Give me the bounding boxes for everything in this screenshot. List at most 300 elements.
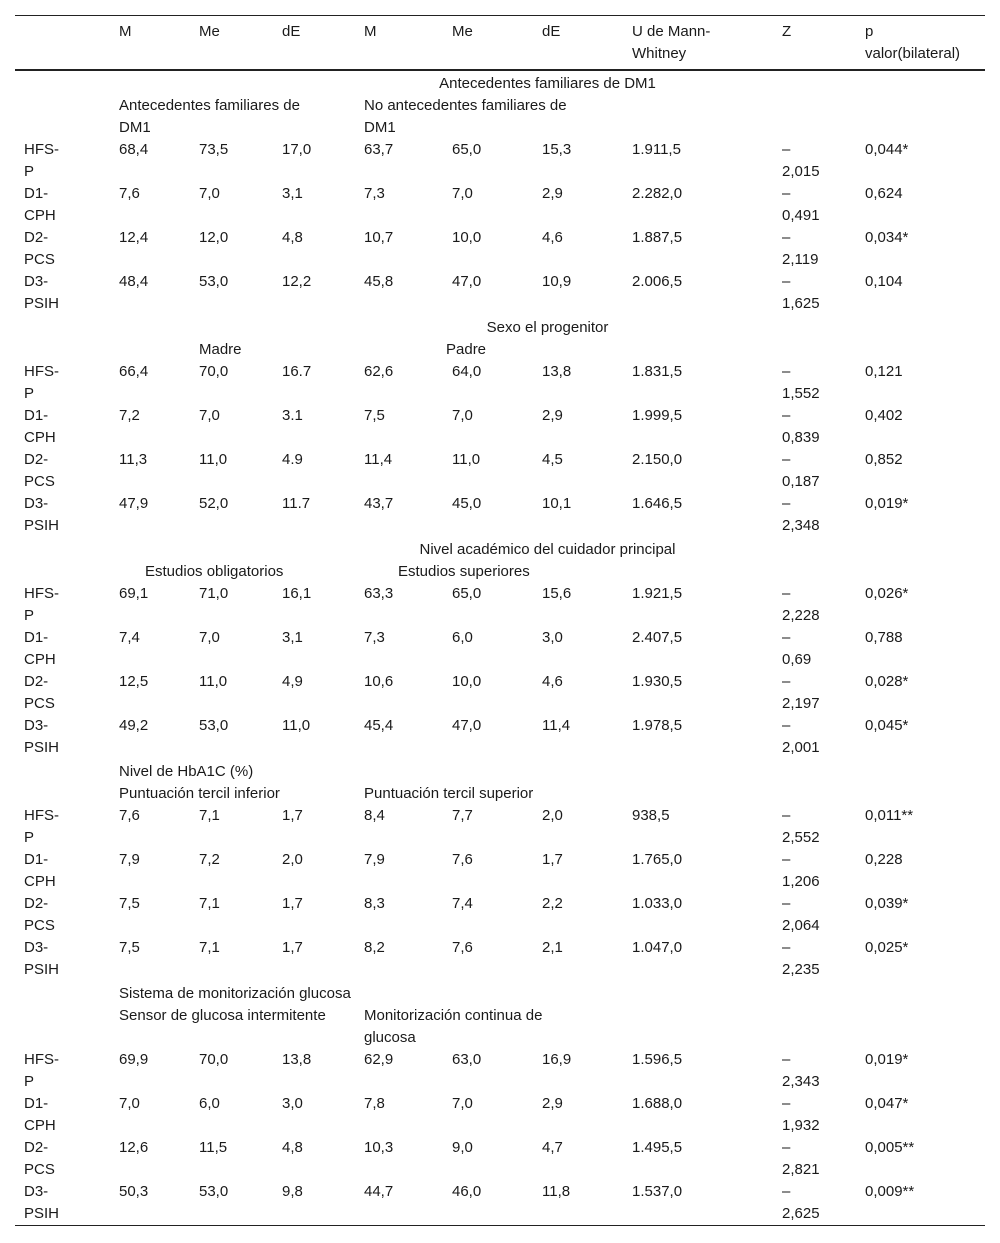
table-cell: 45,4 bbox=[364, 717, 394, 734]
table-cell: 2,0 bbox=[542, 807, 563, 824]
table-cell: 47,0 bbox=[452, 273, 482, 290]
header-z: Z bbox=[773, 16, 856, 71]
header-m-b: M bbox=[355, 16, 443, 71]
row-label bbox=[15, 1049, 110, 1093]
group-label-row bbox=[15, 339, 985, 361]
group-label-spacer bbox=[15, 1005, 110, 1049]
group-b-label: Estudios superiores bbox=[398, 563, 530, 580]
table-cell: 2.282,0 bbox=[632, 185, 683, 202]
table-cell: 69,9 bbox=[119, 1051, 149, 1068]
table-cell: 0,026* bbox=[865, 585, 909, 602]
table-cell: 1.999,5 bbox=[632, 407, 683, 424]
table-cell bbox=[773, 1049, 856, 1093]
row-label bbox=[15, 1181, 110, 1226]
table-cell: 3,1 bbox=[282, 185, 303, 202]
row-label-part: D2- bbox=[24, 451, 49, 468]
table-cell: 47,9 bbox=[119, 495, 149, 512]
table-cell: 0,045* bbox=[865, 717, 909, 734]
z-value: 1,206 bbox=[782, 873, 820, 890]
table-cell: 2.150,0 bbox=[632, 451, 683, 468]
table-cell: 1.688,0 bbox=[632, 1095, 683, 1112]
table-cell: 0,104 bbox=[865, 273, 903, 290]
row-label bbox=[15, 805, 110, 849]
table-cell bbox=[773, 183, 856, 227]
table-cell: 4,5 bbox=[542, 451, 563, 468]
table-cell: 0,402 bbox=[865, 407, 903, 424]
table-row bbox=[15, 937, 985, 981]
table-cell: 49,2 bbox=[119, 717, 149, 734]
z-sign: – bbox=[782, 939, 791, 956]
table-cell: 44,7 bbox=[355, 1181, 443, 1226]
table-cell bbox=[773, 361, 856, 405]
header-de-b: dE bbox=[533, 16, 623, 71]
z-value: 2,235 bbox=[782, 961, 820, 978]
table-cell: 45,8 bbox=[364, 273, 394, 290]
row-label-part: HFS- bbox=[24, 1051, 59, 1068]
row-label-part: D1- bbox=[24, 629, 49, 646]
table-cell: 0,034* bbox=[865, 229, 909, 246]
table-cell: 0,047* bbox=[865, 1095, 909, 1112]
group-label-row bbox=[15, 1005, 985, 1049]
table-cell: 1.911,5 bbox=[632, 141, 681, 158]
table-row bbox=[15, 271, 985, 315]
table-cell: 48,4 bbox=[119, 273, 149, 290]
table-cell: 16,9 bbox=[542, 1051, 572, 1068]
table-cell: 12,6 bbox=[119, 1139, 149, 1156]
header-corner bbox=[15, 16, 110, 71]
table-cell: 43,7 bbox=[364, 495, 394, 512]
table-cell bbox=[773, 493, 856, 537]
table-cell: 50,3 bbox=[110, 1181, 190, 1226]
z-value: 1,625 bbox=[782, 295, 820, 312]
z-sign: – bbox=[782, 1051, 791, 1068]
table-cell: 46,0 bbox=[443, 1181, 533, 1226]
table-cell bbox=[773, 1181, 856, 1226]
group-a-label: Antecedentes familiares de DM1 bbox=[119, 97, 300, 136]
row-label-part: PSIH bbox=[24, 961, 60, 978]
table-row bbox=[15, 1049, 985, 1093]
table-cell: 7,3 bbox=[364, 185, 385, 202]
table-cell: 1.887,5 bbox=[632, 229, 683, 246]
row-label bbox=[15, 893, 110, 937]
z-value: 2,001 bbox=[782, 739, 820, 756]
table-cell: 0,005** bbox=[865, 1139, 915, 1156]
table-cell: 7,1 bbox=[199, 807, 220, 824]
table-cell bbox=[773, 671, 856, 715]
header-m-a: M bbox=[110, 16, 190, 71]
table-cell: 11,3 bbox=[119, 451, 148, 468]
z-value: 2,343 bbox=[782, 1073, 820, 1090]
table-cell: 7,0 bbox=[119, 1095, 140, 1112]
table-cell: 64,0 bbox=[452, 363, 482, 380]
z-value: 2,015 bbox=[782, 163, 820, 180]
table-cell: 8,2 bbox=[364, 939, 385, 956]
z-sign: – bbox=[782, 451, 791, 468]
table-cell: 8,4 bbox=[364, 807, 385, 824]
table-cell bbox=[773, 449, 856, 493]
z-sign: – bbox=[782, 895, 791, 912]
table-cell: 1.831,5 bbox=[632, 363, 683, 380]
table-cell: 11,0 bbox=[199, 673, 228, 690]
row-label-part: PSIH bbox=[24, 295, 60, 312]
table-cell: 11,0 bbox=[452, 451, 481, 468]
table-cell: 1.921,5 bbox=[632, 585, 683, 602]
header-part: p bbox=[865, 23, 874, 40]
z-sign: – bbox=[782, 851, 791, 868]
row-label-part: D1- bbox=[24, 1095, 49, 1112]
z-sign: – bbox=[782, 407, 791, 424]
header-me-a: Me bbox=[190, 16, 273, 71]
table-cell: 2,0 bbox=[282, 851, 303, 868]
row-label-part: PSIH bbox=[24, 739, 60, 756]
row-label-part: PCS bbox=[24, 695, 55, 712]
table-cell bbox=[773, 893, 856, 937]
table-cell: 7,0 bbox=[199, 407, 220, 424]
table-cell: 9,0 bbox=[452, 1139, 473, 1156]
header-me-b: Me bbox=[443, 16, 533, 71]
z-sign: – bbox=[782, 363, 791, 380]
row-label-part: D1- bbox=[24, 851, 49, 868]
z-sign: – bbox=[782, 141, 791, 158]
table-cell: 2,9 bbox=[542, 1095, 563, 1112]
row-label-part: D2- bbox=[24, 673, 49, 690]
table-cell: 7,2 bbox=[199, 851, 220, 868]
table-cell bbox=[773, 1093, 856, 1137]
table-cell bbox=[773, 1137, 856, 1181]
z-sign: – bbox=[782, 229, 791, 246]
table-cell: 16,1 bbox=[282, 585, 312, 602]
table-cell: 7,0 bbox=[199, 185, 220, 202]
row-label bbox=[15, 361, 110, 405]
table-cell: 68,4 bbox=[119, 141, 149, 158]
table-cell: 2.006,5 bbox=[632, 273, 683, 290]
table-cell: 8,3 bbox=[364, 895, 385, 912]
table-cell: 0,019* bbox=[865, 495, 909, 512]
table-cell: 7,5 bbox=[119, 939, 140, 956]
row-label-part: D2- bbox=[24, 229, 49, 246]
table-cell: 4,7 bbox=[542, 1139, 563, 1156]
table-cell: 6,0 bbox=[452, 629, 473, 646]
section-title-row bbox=[15, 315, 985, 339]
row-label bbox=[15, 1093, 110, 1137]
table-cell: 9,8 bbox=[273, 1181, 355, 1226]
table-cell: 10,9 bbox=[542, 273, 572, 290]
table-cell: 0,028* bbox=[865, 673, 909, 690]
section-title: Antecedentes familiares de DM1 bbox=[439, 75, 656, 92]
table-cell: 0,011** bbox=[865, 807, 914, 824]
table-row bbox=[15, 493, 985, 537]
row-label-part: PSIH bbox=[24, 517, 60, 534]
table-cell: 7,4 bbox=[452, 895, 473, 912]
row-label-part: D3- bbox=[24, 717, 49, 734]
z-value: 2,348 bbox=[782, 517, 820, 534]
z-value: 2,552 bbox=[782, 829, 820, 846]
table-cell: 65,0 bbox=[452, 585, 482, 602]
table-cell bbox=[773, 227, 856, 271]
table-cell: 7,6 bbox=[119, 185, 140, 202]
table-cell: 3,0 bbox=[542, 629, 563, 646]
table-cell bbox=[773, 583, 856, 627]
table-cell: 65,0 bbox=[452, 141, 482, 158]
results-table bbox=[15, 15, 985, 1226]
table-cell: 11,0 bbox=[199, 451, 228, 468]
table-cell: 1.765,0 bbox=[632, 851, 683, 868]
table-row bbox=[15, 849, 985, 893]
table-cell: 0,039* bbox=[865, 895, 909, 912]
header-part: Whitney bbox=[632, 45, 687, 62]
row-label-part: D1- bbox=[24, 185, 49, 202]
row-label-part: P bbox=[24, 829, 35, 846]
group-a-label: Puntuación tercil inferior bbox=[119, 785, 280, 802]
group-label-rest bbox=[623, 783, 985, 805]
row-label bbox=[15, 1137, 110, 1181]
group-b-label: No antecedentes familiares de DM1 bbox=[364, 97, 567, 136]
row-label-part: CPH bbox=[24, 873, 56, 890]
table-cell: 45,0 bbox=[452, 495, 482, 512]
row-label-part: D3- bbox=[24, 939, 49, 956]
table-row bbox=[15, 671, 985, 715]
row-label-part: PCS bbox=[24, 917, 55, 934]
table-cell: 12,0 bbox=[199, 229, 229, 246]
table-cell: 1,7 bbox=[282, 939, 303, 956]
group-label-spacer bbox=[15, 783, 110, 805]
table-cell: 10,0 bbox=[452, 673, 482, 690]
table-cell: 71,0 bbox=[199, 585, 229, 602]
table-cell: 7,6 bbox=[119, 807, 140, 824]
table-cell: 0,009** bbox=[856, 1181, 985, 1226]
row-label-part: PSIH bbox=[24, 1205, 60, 1222]
table-cell: 1.047,0 bbox=[632, 939, 683, 956]
table-cell: 4,8 bbox=[282, 229, 303, 246]
section-title: Sistema de monitorización glucosa bbox=[119, 985, 351, 1002]
row-label-part: D3- bbox=[24, 1183, 49, 1200]
table-cell: 73,5 bbox=[199, 141, 229, 158]
table-row bbox=[15, 715, 985, 759]
table-cell: 70,0 bbox=[199, 1051, 229, 1068]
table-cell: 7,0 bbox=[452, 185, 473, 202]
table-cell: 2,2 bbox=[542, 895, 563, 912]
table-cell: 12,4 bbox=[119, 229, 149, 246]
table-cell: 1,7 bbox=[542, 851, 563, 868]
section-title-spacer bbox=[15, 759, 110, 783]
table-row bbox=[15, 583, 985, 627]
table-cell: 0,624 bbox=[865, 185, 903, 202]
table-cell: 7,2 bbox=[119, 407, 140, 424]
table-row bbox=[15, 893, 985, 937]
table-cell: 7,0 bbox=[452, 407, 473, 424]
row-label-part: D3- bbox=[24, 273, 49, 290]
table-cell bbox=[773, 937, 856, 981]
table-cell: 11,0 bbox=[282, 717, 311, 734]
group-label-rest bbox=[623, 339, 985, 361]
group-b-label: Puntuación tercil superior bbox=[364, 785, 534, 802]
table-cell: 1.596,5 bbox=[632, 1051, 683, 1068]
table-cell: 70,0 bbox=[199, 363, 229, 380]
row-label bbox=[15, 405, 110, 449]
table-cell: 4.9 bbox=[282, 451, 303, 468]
section-title: Nivel académico del cuidador principal bbox=[419, 541, 676, 558]
table-row bbox=[15, 227, 985, 271]
table-cell: 0,019* bbox=[865, 1051, 909, 1068]
row-label-part: HFS- bbox=[24, 363, 59, 380]
row-label-part: HFS- bbox=[24, 585, 59, 602]
row-label bbox=[15, 937, 110, 981]
table-cell: 4,8 bbox=[282, 1139, 303, 1156]
row-label-part: D1- bbox=[24, 407, 49, 424]
table-cell: 7,6 bbox=[452, 939, 473, 956]
group-label-row bbox=[15, 561, 985, 583]
table-cell bbox=[773, 715, 856, 759]
row-label bbox=[15, 139, 110, 183]
z-value: 2,228 bbox=[782, 607, 820, 624]
row-label bbox=[15, 271, 110, 315]
table-cell: 16.7 bbox=[282, 363, 312, 380]
row-label bbox=[15, 583, 110, 627]
table-cell: 2,9 bbox=[542, 185, 563, 202]
table-cell: 7,9 bbox=[119, 851, 140, 868]
section-title-row bbox=[15, 70, 985, 95]
table-cell bbox=[773, 849, 856, 893]
row-label-part: P bbox=[24, 163, 35, 180]
table-cell bbox=[773, 805, 856, 849]
table-cell: 10,3 bbox=[364, 1139, 394, 1156]
table-cell: 10,6 bbox=[364, 673, 394, 690]
section-title: Nivel de HbA1C (%) bbox=[119, 763, 254, 780]
table-cell: 13,8 bbox=[542, 363, 572, 380]
table-cell: 12,5 bbox=[119, 673, 149, 690]
table-cell bbox=[773, 271, 856, 315]
table-cell: 15,6 bbox=[542, 585, 572, 602]
table-cell: 3,1 bbox=[282, 629, 303, 646]
row-label-part: PCS bbox=[24, 473, 55, 490]
table-cell bbox=[773, 405, 856, 449]
row-label-part: PCS bbox=[24, 1161, 55, 1178]
table-cell: 1.537,0 bbox=[623, 1181, 773, 1226]
table-cell: 2,1 bbox=[542, 939, 563, 956]
section-title-row bbox=[15, 981, 985, 1005]
group-a-label: Sensor de glucosa intermitente bbox=[119, 1007, 326, 1024]
header-u-mann-whitney bbox=[623, 16, 773, 71]
table-cell: 2,9 bbox=[542, 407, 563, 424]
header-part: valor(bilateral) bbox=[865, 45, 961, 62]
table-cell: 0,788 bbox=[865, 629, 903, 646]
z-sign: – bbox=[782, 1139, 791, 1156]
row-label-part: CPH bbox=[24, 1117, 56, 1134]
row-label bbox=[15, 449, 110, 493]
table-cell: 7,1 bbox=[199, 895, 220, 912]
z-sign: – bbox=[782, 495, 791, 512]
row-label-part: CPH bbox=[24, 651, 56, 668]
header-part: U de Mann- bbox=[632, 23, 711, 40]
table-cell: 10,1 bbox=[542, 495, 572, 512]
table-cell: 62,6 bbox=[364, 363, 394, 380]
table-cell: 52,0 bbox=[199, 495, 229, 512]
group-label-rest bbox=[623, 561, 985, 583]
row-label bbox=[15, 671, 110, 715]
section-title: Sexo el progenitor bbox=[486, 319, 609, 336]
table-cell: 1.646,5 bbox=[632, 495, 683, 512]
table-cell: 53,0 bbox=[199, 717, 229, 734]
table-cell: 4,6 bbox=[542, 229, 563, 246]
table-cell: 63,7 bbox=[364, 141, 394, 158]
group-b-label: Padre bbox=[446, 341, 487, 358]
table-cell: 1.495,5 bbox=[632, 1139, 683, 1156]
table-cell: 7,9 bbox=[364, 851, 385, 868]
table-cell: 11,4 bbox=[364, 451, 393, 468]
table-cell: 63,3 bbox=[364, 585, 394, 602]
group-a-label: Madre bbox=[199, 341, 242, 358]
table-cell: 2.407,5 bbox=[632, 629, 683, 646]
z-value: 2,821 bbox=[782, 1161, 820, 1178]
section-title-row bbox=[15, 537, 985, 561]
z-sign: – bbox=[782, 273, 791, 290]
table-cell: 7,6 bbox=[452, 851, 473, 868]
z-value: 0,491 bbox=[782, 207, 820, 224]
table-cell: 7,7 bbox=[452, 807, 473, 824]
row-label-part: PCS bbox=[24, 251, 55, 268]
row-label bbox=[15, 493, 110, 537]
z-sign: – bbox=[782, 673, 791, 690]
z-value: 1,552 bbox=[782, 385, 820, 402]
table-cell: 53,0 bbox=[190, 1181, 273, 1226]
table-body bbox=[15, 70, 985, 1226]
z-value: 0,187 bbox=[782, 473, 820, 490]
table-cell: 0,025* bbox=[865, 939, 909, 956]
table-cell: 11,4 bbox=[542, 717, 571, 734]
table-cell: 11,5 bbox=[199, 1139, 228, 1156]
table-header bbox=[15, 16, 985, 71]
table-cell: 7,0 bbox=[199, 629, 220, 646]
row-label-part: D3- bbox=[24, 495, 49, 512]
z-value: 2,625 bbox=[782, 1205, 820, 1222]
row-label-part: P bbox=[24, 1073, 35, 1090]
table-cell: 7,4 bbox=[119, 629, 140, 646]
table-cell: 13,8 bbox=[282, 1051, 312, 1068]
table-cell: –0,69 bbox=[782, 629, 812, 668]
row-label-part: HFS- bbox=[24, 141, 59, 158]
table-cell: 7,5 bbox=[119, 895, 140, 912]
table-row bbox=[15, 183, 985, 227]
table-cell: 7,0 bbox=[452, 1095, 473, 1112]
z-value: 2,064 bbox=[782, 917, 820, 934]
table-cell: 3,0 bbox=[282, 1095, 303, 1112]
table-row bbox=[15, 1137, 985, 1181]
table-cell: 12,2 bbox=[282, 273, 312, 290]
table-cell: 938,5 bbox=[632, 807, 670, 824]
table-cell: 0,121 bbox=[865, 363, 903, 380]
table-row bbox=[15, 1093, 985, 1137]
z-value: 1,932 bbox=[782, 1117, 820, 1134]
z-sign: – bbox=[782, 185, 791, 202]
table-cell: 1,7 bbox=[282, 807, 303, 824]
table-cell: 62,9 bbox=[364, 1051, 394, 1068]
table-cell: 1.033,0 bbox=[632, 895, 683, 912]
z-sign: – bbox=[782, 807, 791, 824]
table-cell: 0,852 bbox=[865, 451, 903, 468]
group-label-row bbox=[15, 95, 985, 139]
table-cell: 0,228 bbox=[865, 851, 903, 868]
table-cell: 10,7 bbox=[364, 229, 394, 246]
group-a-label: Estudios obligatorios bbox=[145, 563, 284, 580]
table-row bbox=[15, 405, 985, 449]
table-cell: 15,3 bbox=[542, 141, 572, 158]
row-label-part: HFS- bbox=[24, 807, 59, 824]
table-cell: 1.978,5 bbox=[632, 717, 683, 734]
table-cell: 69,1 bbox=[119, 585, 149, 602]
table-row bbox=[15, 449, 985, 493]
row-label-part: P bbox=[24, 607, 35, 624]
table-cell: 3.1 bbox=[282, 407, 303, 424]
